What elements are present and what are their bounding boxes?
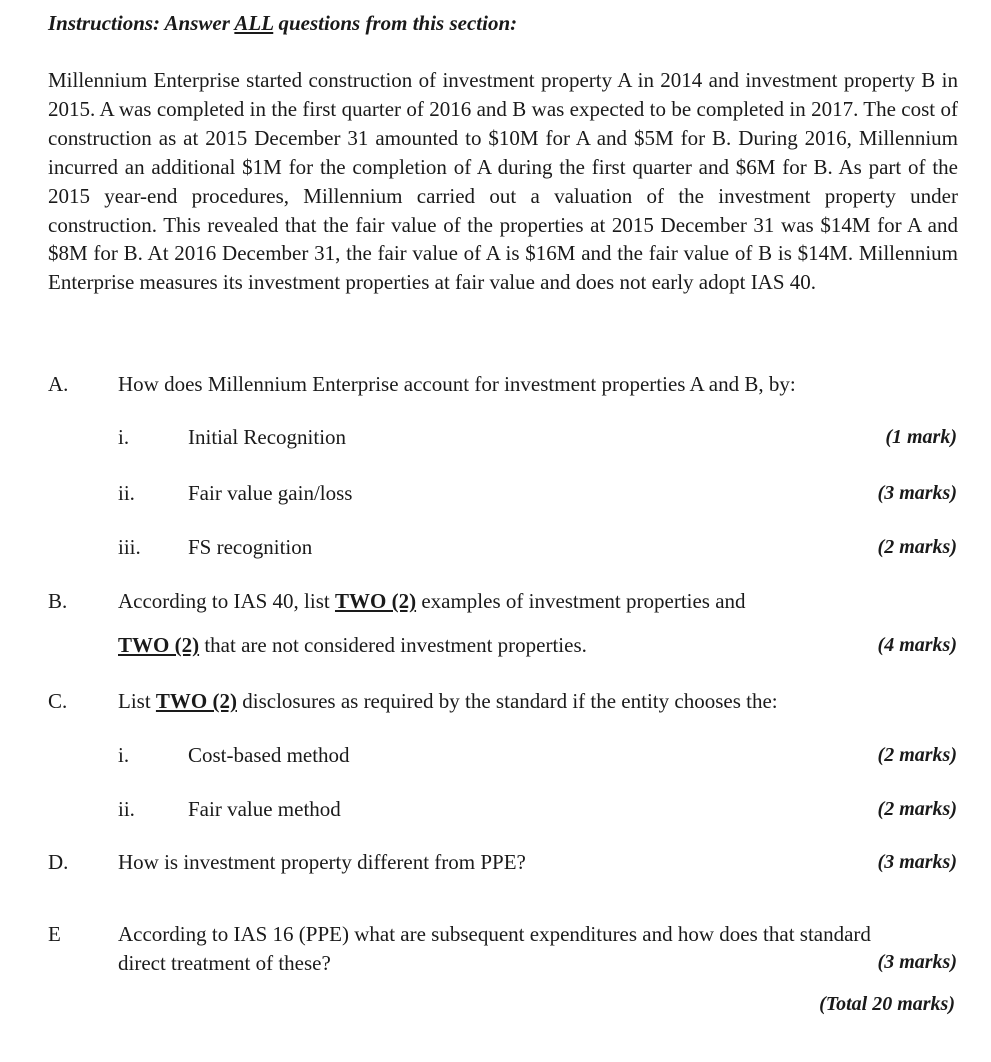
instructions-suffix: questions from this section: (273, 11, 518, 35)
question-a-sub-2-marks: (3 marks) (877, 482, 957, 504)
question-c-sub-1-num: i. (118, 743, 130, 767)
question-e-line-1: According to IAS 16 (PPE) what are subsequent expenditures and how does that standard (118, 922, 871, 946)
question-b-keyword-2: TWO (2) (118, 633, 200, 657)
question-b-line-1-pre: According to IAS 40, list (118, 589, 335, 613)
total-marks: (Total 20 marks) (819, 993, 955, 1015)
question-c-sub-1-marks: (2 marks) (877, 744, 957, 766)
question-a-sub-3-num: iii. (118, 535, 141, 559)
question-d-letter: D. (48, 850, 69, 874)
instructions (48, 11, 517, 36)
question-b-keyword-1: TWO (2) (334, 589, 417, 613)
question-c-sub-2-marks: (2 marks) (877, 798, 957, 820)
question-a-sub-1-marks: (1 mark) (885, 426, 957, 448)
question-b-marks: (4 marks) (877, 634, 957, 656)
question-c-keyword: TWO (2) (155, 689, 237, 713)
instructions-emphasis: ALL (234, 11, 274, 35)
question-b-letter: B. (48, 589, 68, 613)
question-c-post: disclosures as required by the standard if the entity chooses the: (237, 689, 778, 713)
question-a-sub-2-num: ii. (118, 481, 135, 505)
question-b-line-1 (118, 589, 746, 614)
question-a-sub-2-text: Fair value gain/loss (188, 481, 353, 505)
question-e-marks: (3 marks) (877, 951, 957, 973)
question-c-letter: C. (48, 689, 68, 713)
question-a-sub-1-text: Initial Recognition (188, 425, 347, 449)
question-a-sub-1-num: i. (118, 425, 130, 449)
question-b-line-1-post: examples of investment properties and (416, 589, 746, 613)
question-e-line-2: direct treatment of these? (118, 951, 331, 975)
question-b-line-2-post: that are not considered investment properties. (199, 633, 587, 657)
scenario-paragraph: Millennium Enterprise started construction of investment property A in 2014 and investment property B in 2015. A was completed in the first quarter of 2016 and B was expected to be completed in 2017. The cost of construction as at 2015 December 31 amounted to $10M for A and $5M for B. During 2016, Millennium incurred an additional $1M for the completion of A during the first quarter and $6M for B. As part of the 2015 year-end procedures, Millennium carried out a valuation of the investment property under construction. This revealed that the fair value of the properties at 2015 December 31 was $14M for A and $8M for B. At 2016 December 31, the fair value of A is $16M and the fair value of B is $14M. Millennium Enterprise measures its investment properties at fair value and does not early adopt IAS 40. (48, 68, 958, 295)
question-d-text: How is investment property different from PPE? (118, 850, 526, 874)
question-b-line-2 (118, 633, 587, 658)
question-a-sub-3-marks: (2 marks) (877, 536, 957, 558)
question-a-text: How does Millennium Enterprise account for investment properties A and B, by: (118, 372, 796, 396)
question-d-marks: (3 marks) (877, 851, 957, 873)
question-c-sub-2-text: Fair value method (188, 797, 341, 821)
question-e-letter: E (48, 922, 61, 946)
question-c-sub-2-num: ii. (118, 797, 135, 821)
question-a-letter: A. (48, 372, 69, 396)
question-c-pre: List (118, 689, 156, 713)
question-c-sub-1-text: Cost-based method (188, 743, 350, 767)
question-a-sub-3-text: FS recognition (188, 535, 313, 559)
instructions-prefix: Instructions: Answer (48, 11, 235, 35)
question-c-text (118, 689, 778, 714)
